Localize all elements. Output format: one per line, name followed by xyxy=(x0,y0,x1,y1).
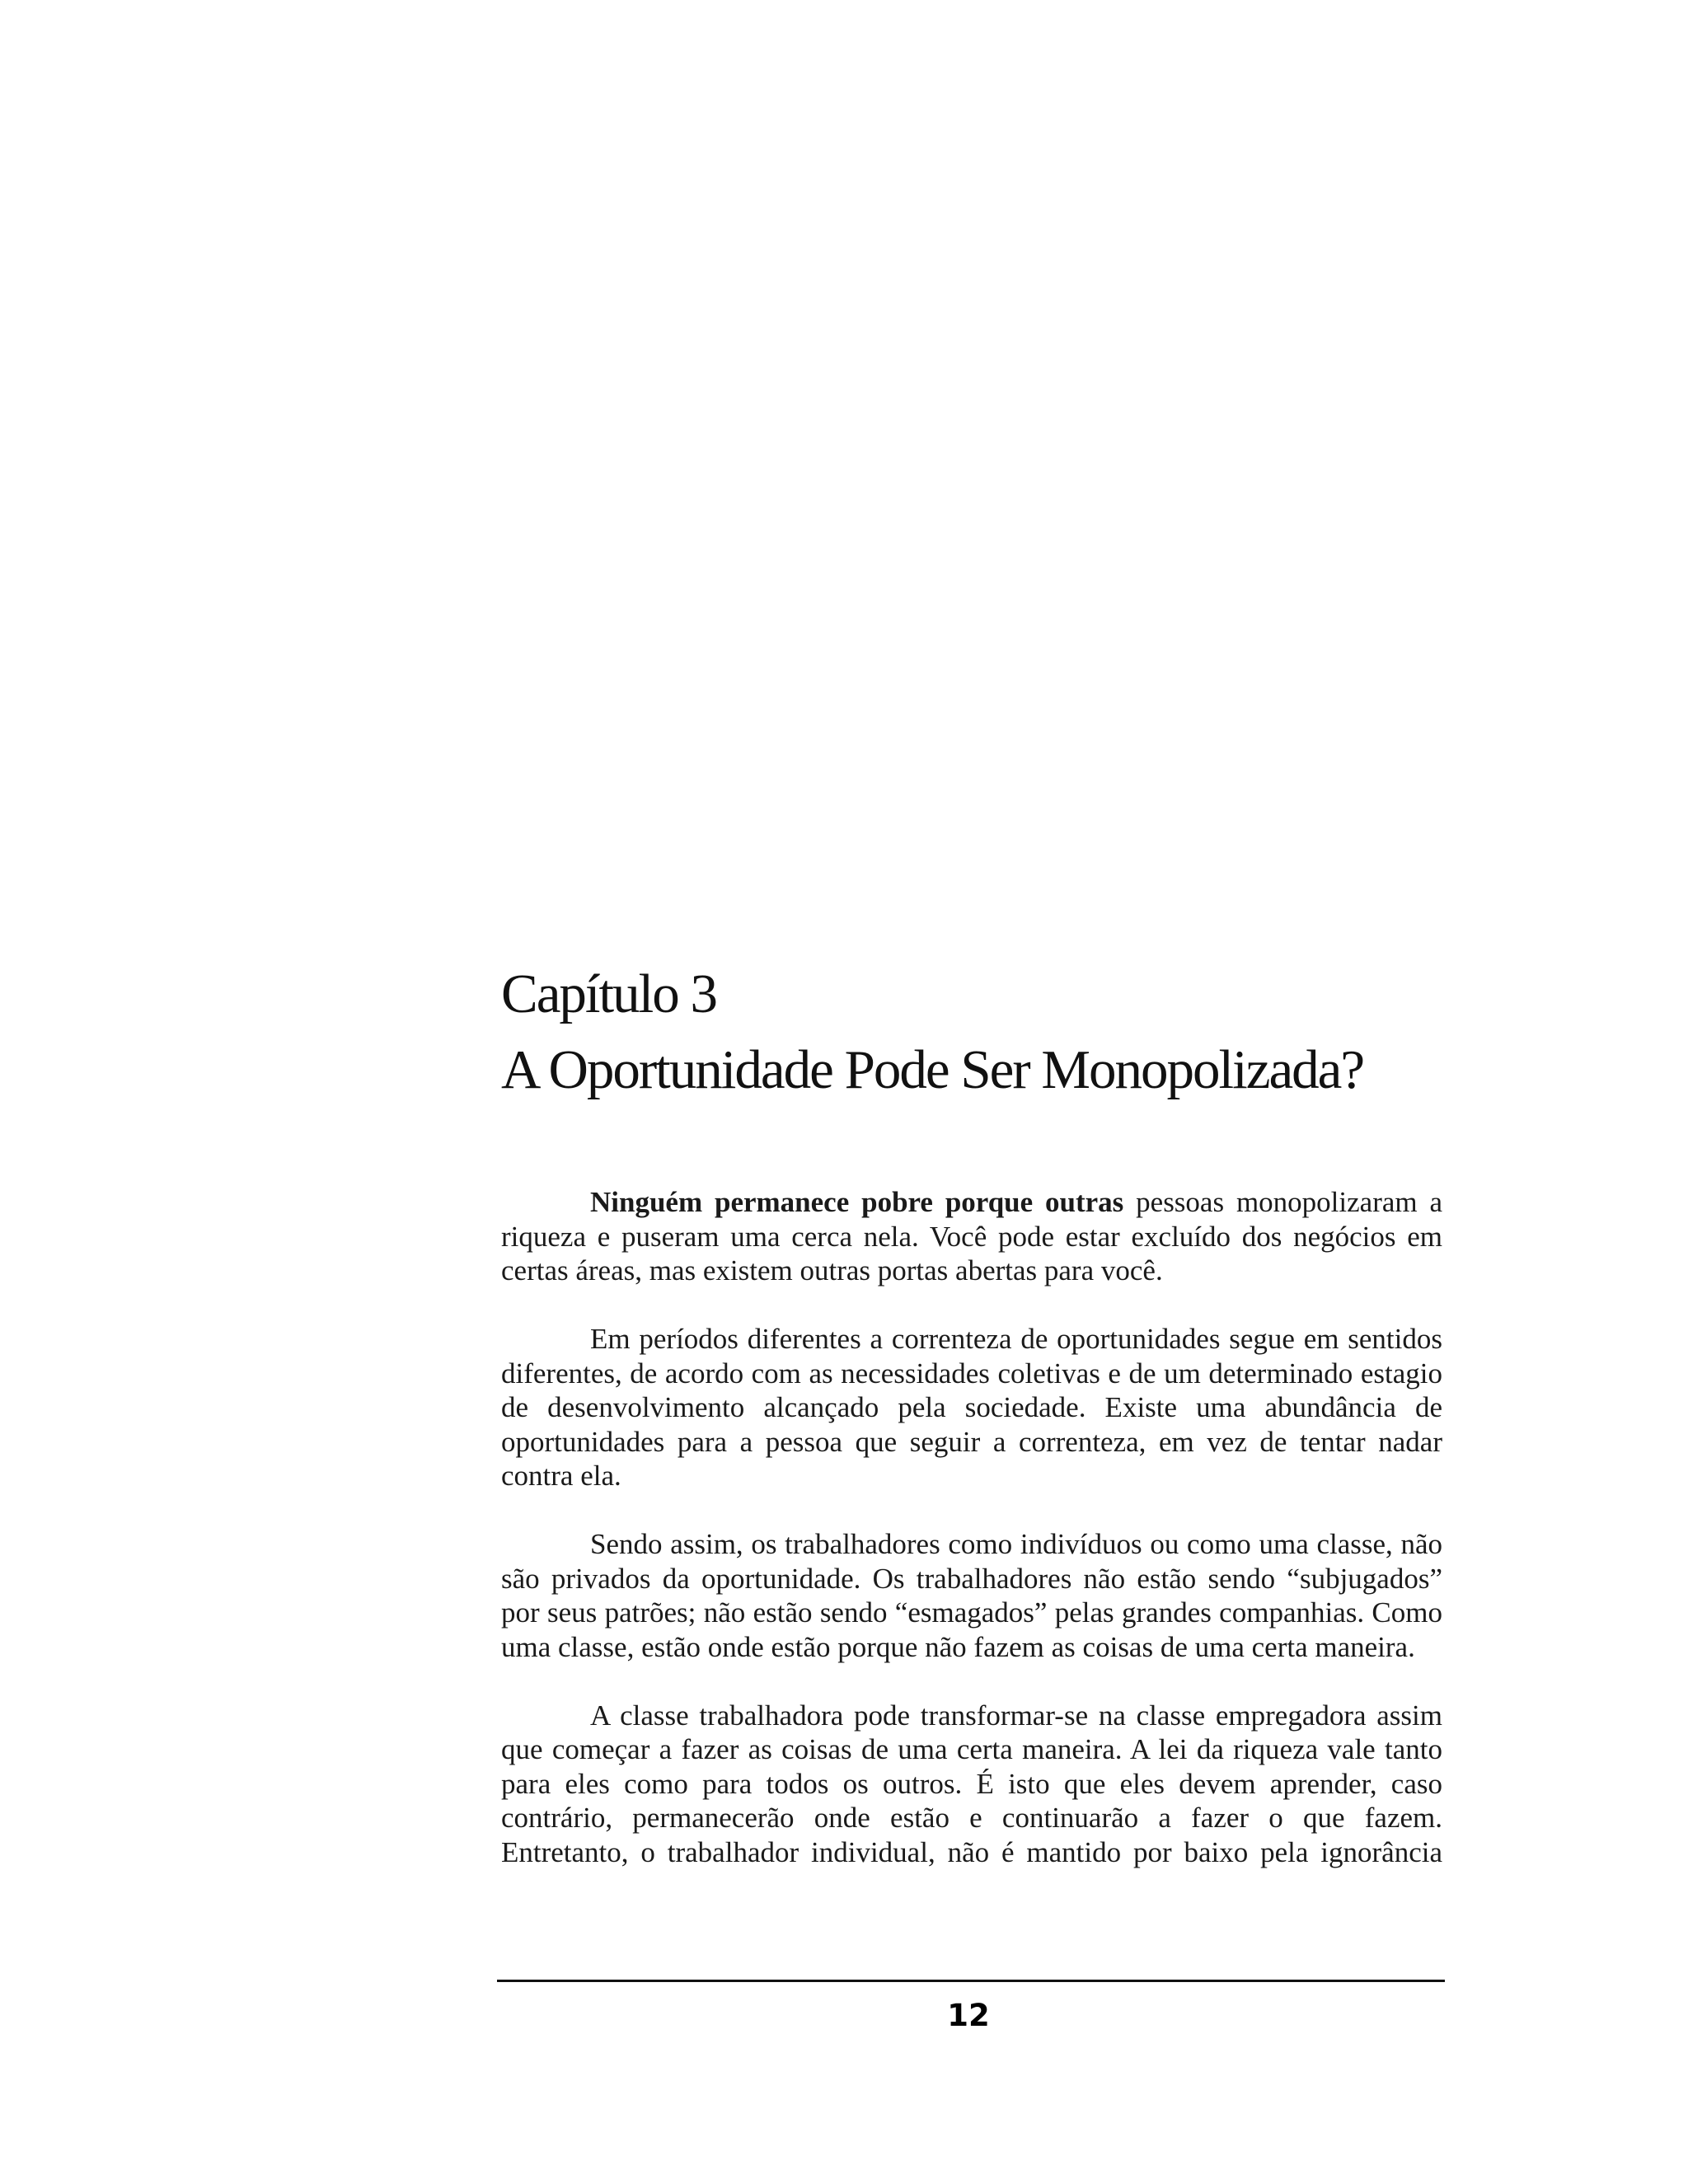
footer-divider xyxy=(497,1980,1445,1982)
chapter-heading xyxy=(501,956,1449,1108)
chapter-number: Capítulo 3 xyxy=(501,963,717,1024)
paragraph-3: Sendo assim, os trabalhadores como indivíduos ou como uma classe, não são privados da oportunidade. Os trabalhadores não estão sendo “subjugados” por seus patrões; não estão sendo “esmagados” pelas grandes companhias. Como uma classe, estão onde estão porque não fazem as coisas de uma certa maneira. xyxy=(501,1528,1442,1663)
paragraph-2: Em períodos diferentes a correnteza de oportunidades segue em sentidos diferentes, de acordo com as necessidades coletivas e de um determinado estagio de desenvolvimento alcançado pela sociedade. Existe uma abundância de oportunidades para a pessoa que seguir a correnteza, em vez de tentar nadar contra ela. xyxy=(501,1323,1442,1492)
paragraph-text: pessoas monopolizaram a riqueza e puseram uma cerca nela. Você pode estar excluído dos negócios em certas áreas, mas existem outras portas abertas para você. xyxy=(501,1186,1442,1286)
page-number: 12 xyxy=(947,1998,990,2033)
paragraph-4: A classe trabalhadora pode transformar-se na classe empregadora assim que começar a fazer as coisas de uma certa maneira. A lei da riqueza vale tanto para eles como para todos os outros. É isto que eles devem aprender, caso contrário, permanecerão onde estão e continuarão a fazer o que fazem. Entretanto, o trabalhador individual, não é mantido por baixo pela ignorância xyxy=(501,1699,1442,1868)
paragraph-lead-bold: Ninguém permanece pobre porque outras xyxy=(590,1186,1124,1218)
chapter-body xyxy=(501,1185,1442,1869)
chapter-title: A Oportunidade Pode Ser Monopolizada? xyxy=(501,1039,1364,1100)
paragraph-1 xyxy=(501,1185,1442,1288)
